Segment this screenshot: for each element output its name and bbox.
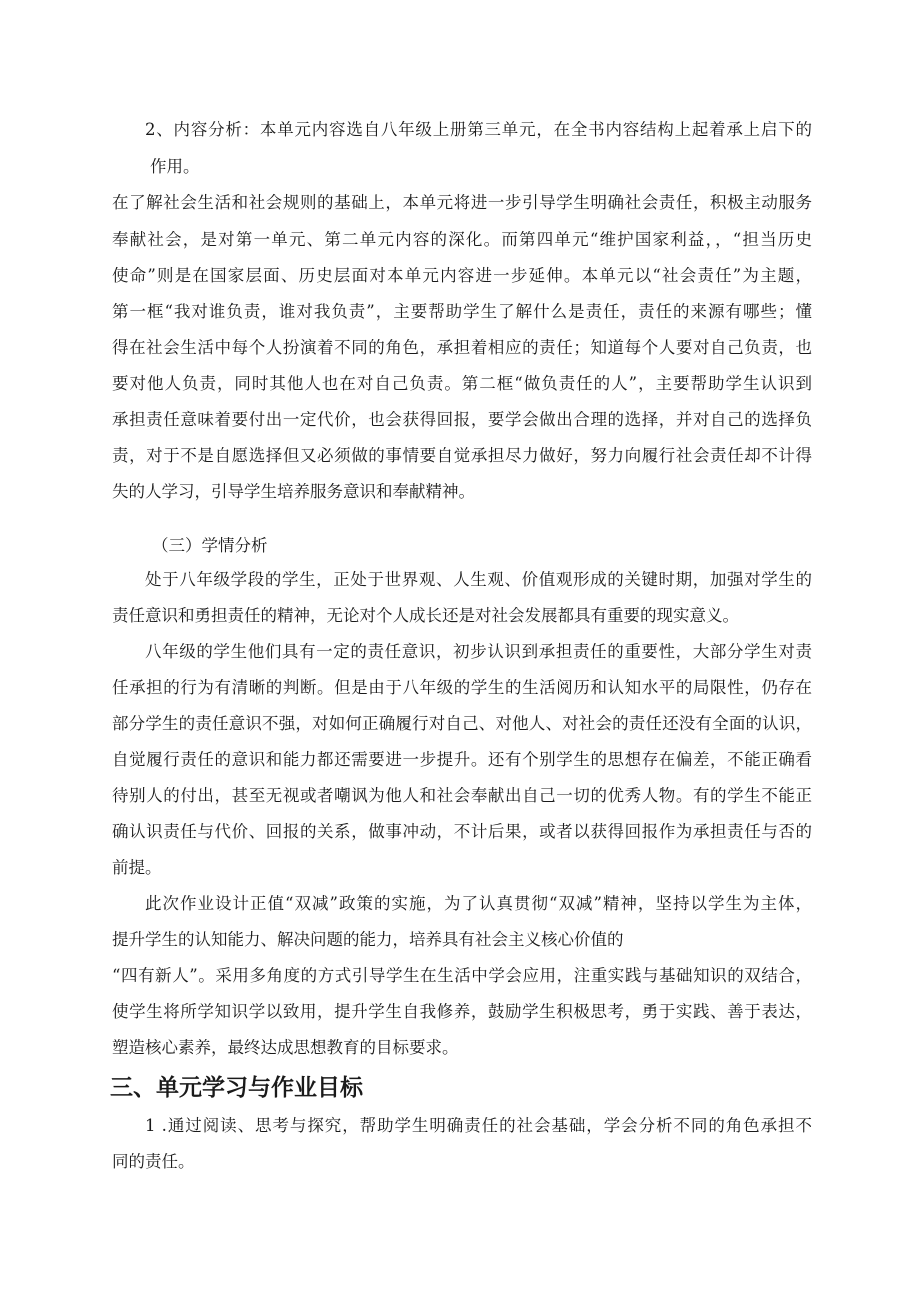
paragraph-line: 2、内容分析：本单元内容选自八年级上册第三单元，在全书内容结构上起着承上启下的 [145,120,812,139]
paragraph-line: 部分学生的责任意识不强，对如何正确履行对自己、对他人、对社会的责任还没有全面的认识， [112,714,812,733]
paragraph-line: 失的人学习，引导学生培养服务意识和奉献精神。 [112,482,475,501]
section-title: （三）学情分析 [152,536,268,555]
paragraph-line: 待别人的付出，甚至无视或者嘲讽为他人和社会奉献出自己一切的优秀人物。有的学生不能正 [112,786,812,805]
paragraph-line: 奉献社会，是对第一单元、第二单元内容的深化。而第四单元“维护国家利益，，“担当历史 [112,230,812,249]
paragraph-line: 自觉履行责任的意识和能力都还需要进一步提升。还有个别学生的思想存在偏差，不能正确看 [112,750,812,769]
paragraph-line: 使命”则是在国家层面、历史层面对本单元内容进一步延伸。本单元以“社会责任”为主题， [112,266,812,285]
paragraph-line: 1 .通过阅读、思考与探究，帮助学生明确责任的社会基础，学会分析不同的角色承担不 [145,1116,812,1135]
paragraph-line: 第一框“我对谁负责，谁对我负责”，主要帮助学生了解什么是责任，责任的来源有哪些；懂 [112,302,812,321]
paragraph-line: 在了解社会生活和社会规则的基础上，本单元将进一步引导学生明确社会责任，积极主动服务 [112,193,812,212]
paragraph-line: 塑造核心素养，最终达成思想教育的目标要求。 [112,1038,459,1057]
paragraph-line: 八年级的学生他们具有一定的责任意识，初步认识到承担责任的重要性，大部分学生对责 [145,642,812,661]
paragraph-line: “四有新人”。采用多角度的方式引导学生在生活中学会应用，注重实践与基础知识的双结合， [112,966,812,985]
paragraph-line: 使学生将所学知识学以致用，提升学生自我修养，鼓励学生积极思考，勇于实践、善于表达， [112,1002,812,1021]
paragraph-line: 作用。 [150,157,200,176]
section-heading: 三、单元学习与作业目标 [110,1075,363,1101]
paragraph-line: 确认识责任与代价、回报的关系，做事冲动，不计后果，或者以获得回报作为承担责任与否的 [112,822,812,841]
paragraph-line: 处于八年级学段的学生，正处于世界观、人生观、价值观形成的关键时期，加强对学生的 [145,570,812,589]
paragraph-line: 要对他人负责，同时其他人也在对自己负责。第二框“做负责任的人”，主要帮助学生认识到 [112,374,812,393]
paragraph-line: 责任意识和勇担责任的精神，无论对个人成长还是对社会发展都具有重要的现实意义。 [112,606,739,625]
paragraph-line: 承担责任意味着要付出一定代价，也会获得回报，要学会做出合理的选择，并对自己的选择负 [112,410,812,429]
paragraph-line: 得在社会生活中每个人扮演着不同的角色，承担着相应的责任；知道每个人要对自己负责，也 [112,338,812,357]
paragraph-line: 此次作业设计正值“双减”政策的实施，为了认真贯彻“双减”精神，坚持以学生为主体， [145,894,812,913]
paragraph-line: 任承担的行为有清晰的判断。但是由于八年级的学生的生活阅历和认知水平的局限性，仍存在 [112,678,812,697]
paragraph-line: 前提。 [112,858,162,877]
paragraph-line: 责，对于不是自愿选择但又必须做的事情要自觉承担尽力做好，努力向履行社会责任却不计得 [112,446,812,465]
paragraph-line: 同的责任。 [112,1152,195,1171]
paragraph-line: 提升学生的认知能力、解决问题的能力，培养具有社会主义核心价值的 [112,930,624,949]
